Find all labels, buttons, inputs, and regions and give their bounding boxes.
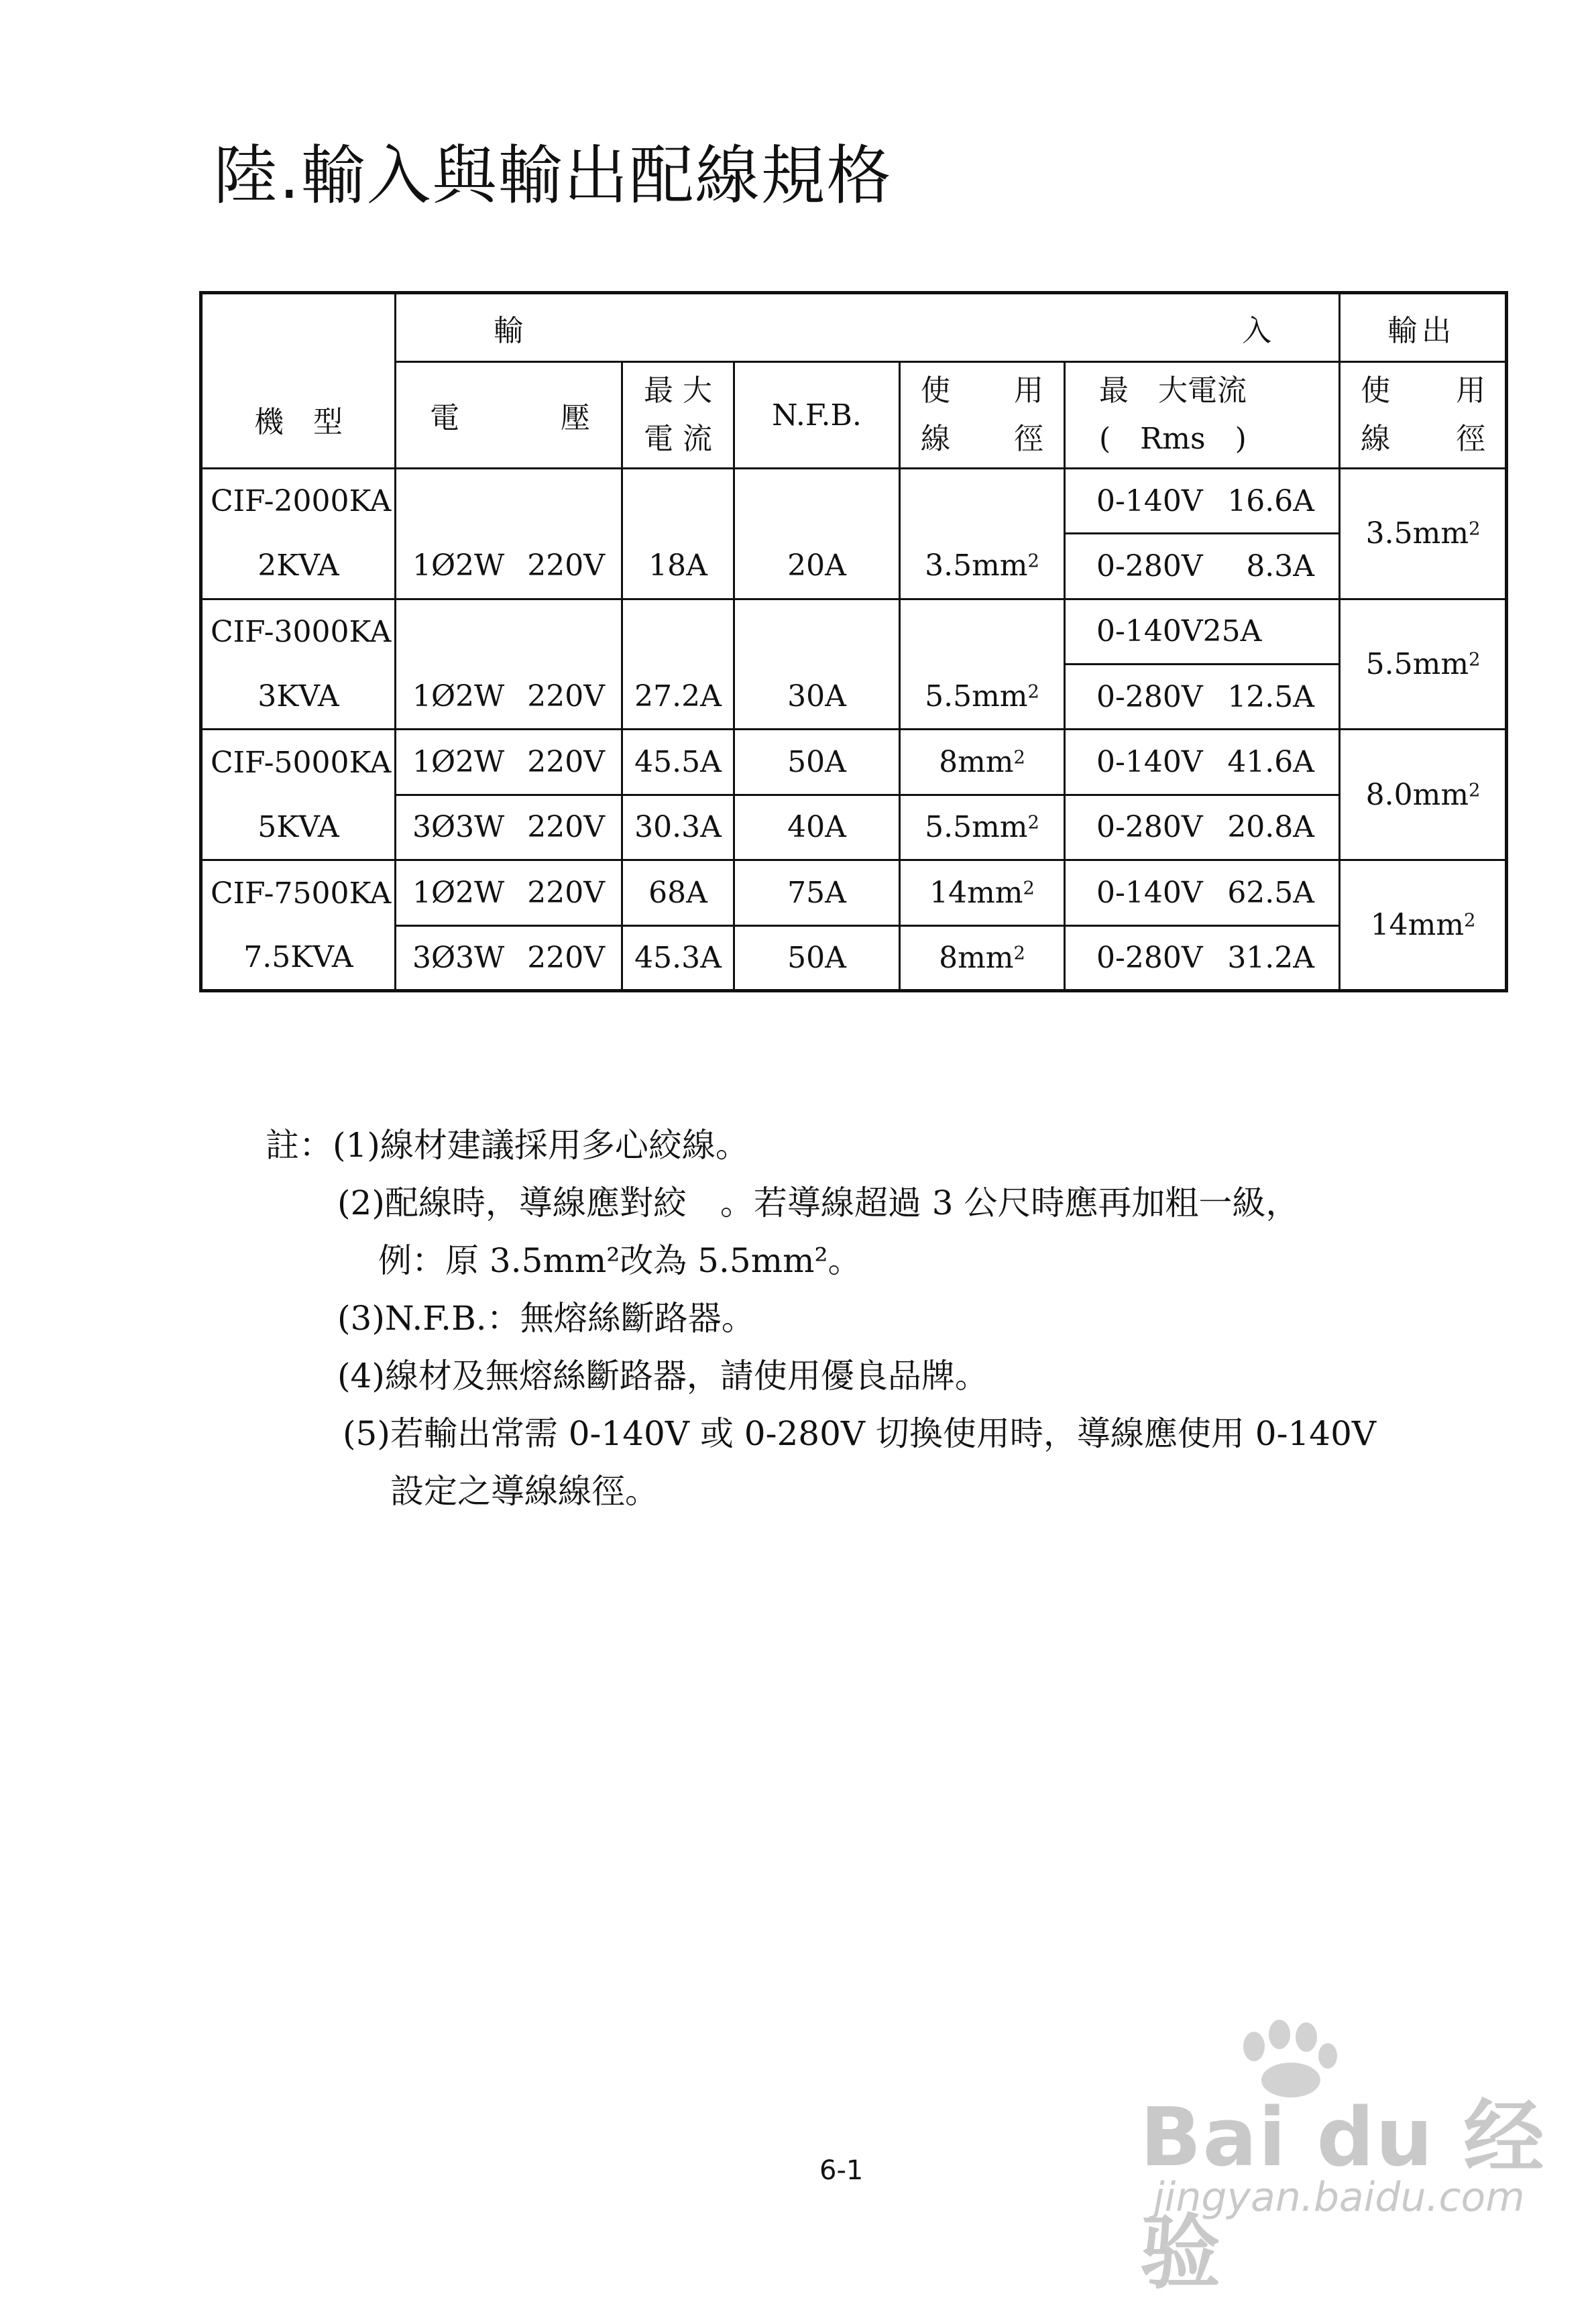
phase-wire: 1Ø2W: [412, 679, 505, 713]
table-cell-nfb: 20A: [734, 534, 900, 599]
watermark: [1093, 2018, 1576, 2300]
header-max-current-line-2: 電 流: [644, 422, 712, 457]
table-cell-output-wire: [1340, 860, 1507, 991]
table-cell-input-wire: [900, 665, 1065, 730]
voltage-value: 220V: [527, 745, 605, 780]
table-cell-empty: [622, 469, 734, 534]
header-input-char-2: 入: [1242, 313, 1272, 348]
phase-wire: 3Ø3W: [412, 940, 505, 975]
header-voltage: [396, 362, 622, 469]
table-cell-voltage: [396, 665, 622, 730]
note-line: (5)若輸出常需 0-140V 或 0-280V 切換使用時，導線應使用 0-140V: [343, 1414, 1377, 1453]
phase-wire: 3Ø3W: [412, 810, 505, 845]
superscript-2: 2: [1464, 910, 1476, 931]
note-line: (3)N.F.B.：無熔絲斷路器。: [337, 1299, 755, 1338]
output-range: 0-280V: [1096, 679, 1203, 714]
table-cell-output-current: [1065, 599, 1340, 664]
table-cell-output-current: [1065, 534, 1340, 599]
header-output-char-2: 出: [1422, 313, 1452, 348]
table-cell-max-current: 45.3A: [622, 925, 734, 990]
voltage-value: 220V: [527, 810, 605, 845]
wire-size: 5.5mm: [925, 810, 1028, 845]
table-cell-output-current: [1065, 925, 1340, 990]
table-cell-voltage: [396, 795, 622, 860]
header-voltage-char-1: 電: [430, 401, 459, 436]
header-output-wire: [1340, 362, 1507, 469]
wire-size: 14mm: [1370, 908, 1465, 943]
table-cell-voltage: [396, 860, 622, 925]
output-current: 8.3A: [1246, 549, 1315, 584]
table-cell-max-current: 45.5A: [622, 730, 734, 795]
header-output: [1340, 293, 1507, 362]
superscript-2: 2: [1013, 747, 1025, 768]
table-cell-nfb: 50A: [734, 730, 900, 795]
table-cell-model: CIF-7500KA: [201, 860, 396, 925]
header-output-wire-char-1: 使: [1361, 373, 1391, 408]
table-cell-output-current: [1065, 665, 1340, 730]
table-cell-max-current: 68A: [622, 860, 734, 925]
table-cell-max-current: 18A: [622, 534, 734, 599]
table-cell-empty: [900, 599, 1065, 664]
wire-size: 8.0mm: [1365, 777, 1469, 812]
header-input-wire-char-2: 用: [1014, 373, 1043, 408]
page-title: 陸.輸入與輸出配線規格: [213, 138, 893, 213]
header-input-char-1: 輸: [494, 313, 523, 348]
superscript-2: 2: [1023, 878, 1035, 899]
output-current: 16.6A: [1227, 483, 1315, 518]
table-cell-output-current: [1065, 860, 1340, 925]
voltage-value: 220V: [527, 679, 605, 713]
header-input-wire-char-4: 徑: [1014, 422, 1043, 457]
phase-wire: 1Ø2W: [412, 745, 505, 780]
header-nfb-label: N.F.B.: [772, 398, 862, 433]
table-cell-nfb: 75A: [734, 860, 900, 925]
table-cell-voltage: [396, 925, 622, 990]
table-cell-nfb: 50A: [734, 925, 900, 990]
header-input-wire: [900, 362, 1065, 469]
wiring-spec-table: [199, 291, 1508, 992]
header-output-current: [1065, 362, 1340, 469]
header-input-wire-char-3: 線: [921, 422, 950, 457]
superscript-2: 2: [1027, 813, 1039, 834]
output-current: 20.8A: [1227, 810, 1315, 845]
wire-size: 8mm: [939, 940, 1014, 975]
voltage-value: 220V: [527, 875, 605, 910]
header-output-current-line-1: 最 大電流: [1099, 373, 1247, 408]
wire-size: 5.5mm: [1365, 647, 1469, 682]
table-cell-input-wire: [900, 925, 1065, 990]
table-cell-empty: [396, 599, 622, 664]
table-cell-empty: [734, 599, 900, 664]
notes-section: [266, 1116, 1376, 1520]
table-cell-empty: [734, 469, 900, 534]
superscript-2: 2: [1469, 649, 1481, 671]
table-cell-input-wire: [900, 730, 1065, 795]
output-range: 0-140V: [1096, 483, 1203, 518]
table-cell-model: CIF-5000KA: [201, 730, 396, 795]
superscript-2: 2: [1469, 519, 1481, 540]
superscript-2: 2: [1013, 943, 1025, 964]
header-max-current-line-1: 最 大: [644, 373, 712, 408]
table-cell-voltage: [396, 534, 622, 599]
output-range: 0-140V: [1096, 745, 1203, 780]
header-input-wire-char-1: 使: [921, 373, 950, 408]
superscript-2: 2: [1027, 681, 1039, 703]
wire-size: 3.5mm: [1365, 516, 1469, 551]
table-cell-kva: 2KVA: [201, 534, 396, 599]
table-cell-kva: 7.5KVA: [201, 925, 396, 990]
table-cell-output-current: [1065, 795, 1340, 860]
table-cell-output-current: [1065, 730, 1340, 795]
wire-size: 8mm: [939, 745, 1014, 780]
wire-size: 14mm: [929, 875, 1023, 910]
wire-size: 5.5mm: [925, 679, 1028, 713]
table-cell-nfb: 30A: [734, 665, 900, 730]
table-cell-nfb: 40A: [734, 795, 900, 860]
superscript-2: 2: [1027, 551, 1039, 573]
table-cell-input-wire: [900, 860, 1065, 925]
header-voltage-char-2: 壓: [561, 401, 590, 436]
header-model-label: 機 型: [254, 405, 343, 439]
header-output-wire-char-4: 徑: [1456, 422, 1486, 457]
table-cell-voltage: [396, 730, 622, 795]
superscript-2: 2: [1469, 780, 1481, 801]
output-range: 0-280V: [1096, 549, 1203, 584]
table-cell-output-wire: [1340, 599, 1507, 730]
table-cell-model: CIF-3000KA: [201, 599, 396, 664]
table-cell-input-wire: [900, 795, 1065, 860]
table-cell-max-current: 30.3A: [622, 795, 734, 860]
table-cell-model: CIF-2000KA: [201, 469, 396, 534]
note-line: (4)線材及無熔絲斷路器，請使用優良品牌。: [337, 1357, 988, 1395]
phase-wire: 1Ø2W: [412, 549, 505, 583]
output-range: 0-140V: [1096, 875, 1203, 910]
output-current: 12.5A: [1227, 679, 1315, 714]
output-range: 0-280V: [1096, 940, 1203, 975]
note-line: 設定之導線線徑。: [390, 1472, 659, 1511]
output-range: 0-140V: [1096, 614, 1203, 649]
voltage-value: 220V: [527, 940, 605, 975]
header-nfb: [734, 362, 900, 469]
phase-wire: 1Ø2W: [412, 875, 505, 910]
table-cell-max-current: 27.2A: [622, 665, 734, 730]
output-current: 25A: [1202, 614, 1262, 649]
note-line: (2)配線時，導線應對絞 。若導線超過 3 公尺時應再加粗一級，: [337, 1184, 1300, 1222]
table-cell-empty: [900, 469, 1065, 534]
note-line: 註：(1)線材建議採用多心絞線。: [266, 1126, 749, 1165]
table-cell-output-wire: [1340, 469, 1507, 599]
header-output-char-1: 輸: [1387, 313, 1418, 348]
output-current: 31.2A: [1227, 940, 1315, 975]
header-output-wire-char-2: 用: [1456, 373, 1486, 408]
watermark-brand: Bai du 经验: [1140, 2091, 1546, 2300]
output-range: 0-280V: [1096, 810, 1203, 845]
header-input: [396, 293, 1340, 362]
table-cell-input-wire: [900, 534, 1065, 599]
wire-size: 3.5mm: [925, 549, 1028, 583]
header-output-current-line-2: ( Rms ): [1099, 422, 1247, 457]
table-cell-kva: 3KVA: [201, 665, 396, 730]
voltage-value: 220V: [527, 549, 605, 583]
table-cell-kva: 5KVA: [201, 795, 396, 860]
output-current: 62.5A: [1227, 875, 1315, 910]
header-max-current: [622, 362, 734, 469]
note-line: 例：原 3.5mm²改為 5.5mm²。: [378, 1241, 862, 1280]
table-cell-output-wire: [1340, 730, 1507, 860]
output-current: 41.6A: [1227, 745, 1315, 780]
page-number: 6-1: [819, 2155, 864, 2186]
table-cell-output-current: [1065, 469, 1340, 534]
table-cell-empty: [396, 469, 622, 534]
header-model: [201, 293, 396, 469]
table-cell-empty: [622, 599, 734, 664]
header-output-wire-char-3: 線: [1361, 422, 1391, 457]
watermark-url: jingyan.baidu.com: [1153, 2174, 1525, 2221]
